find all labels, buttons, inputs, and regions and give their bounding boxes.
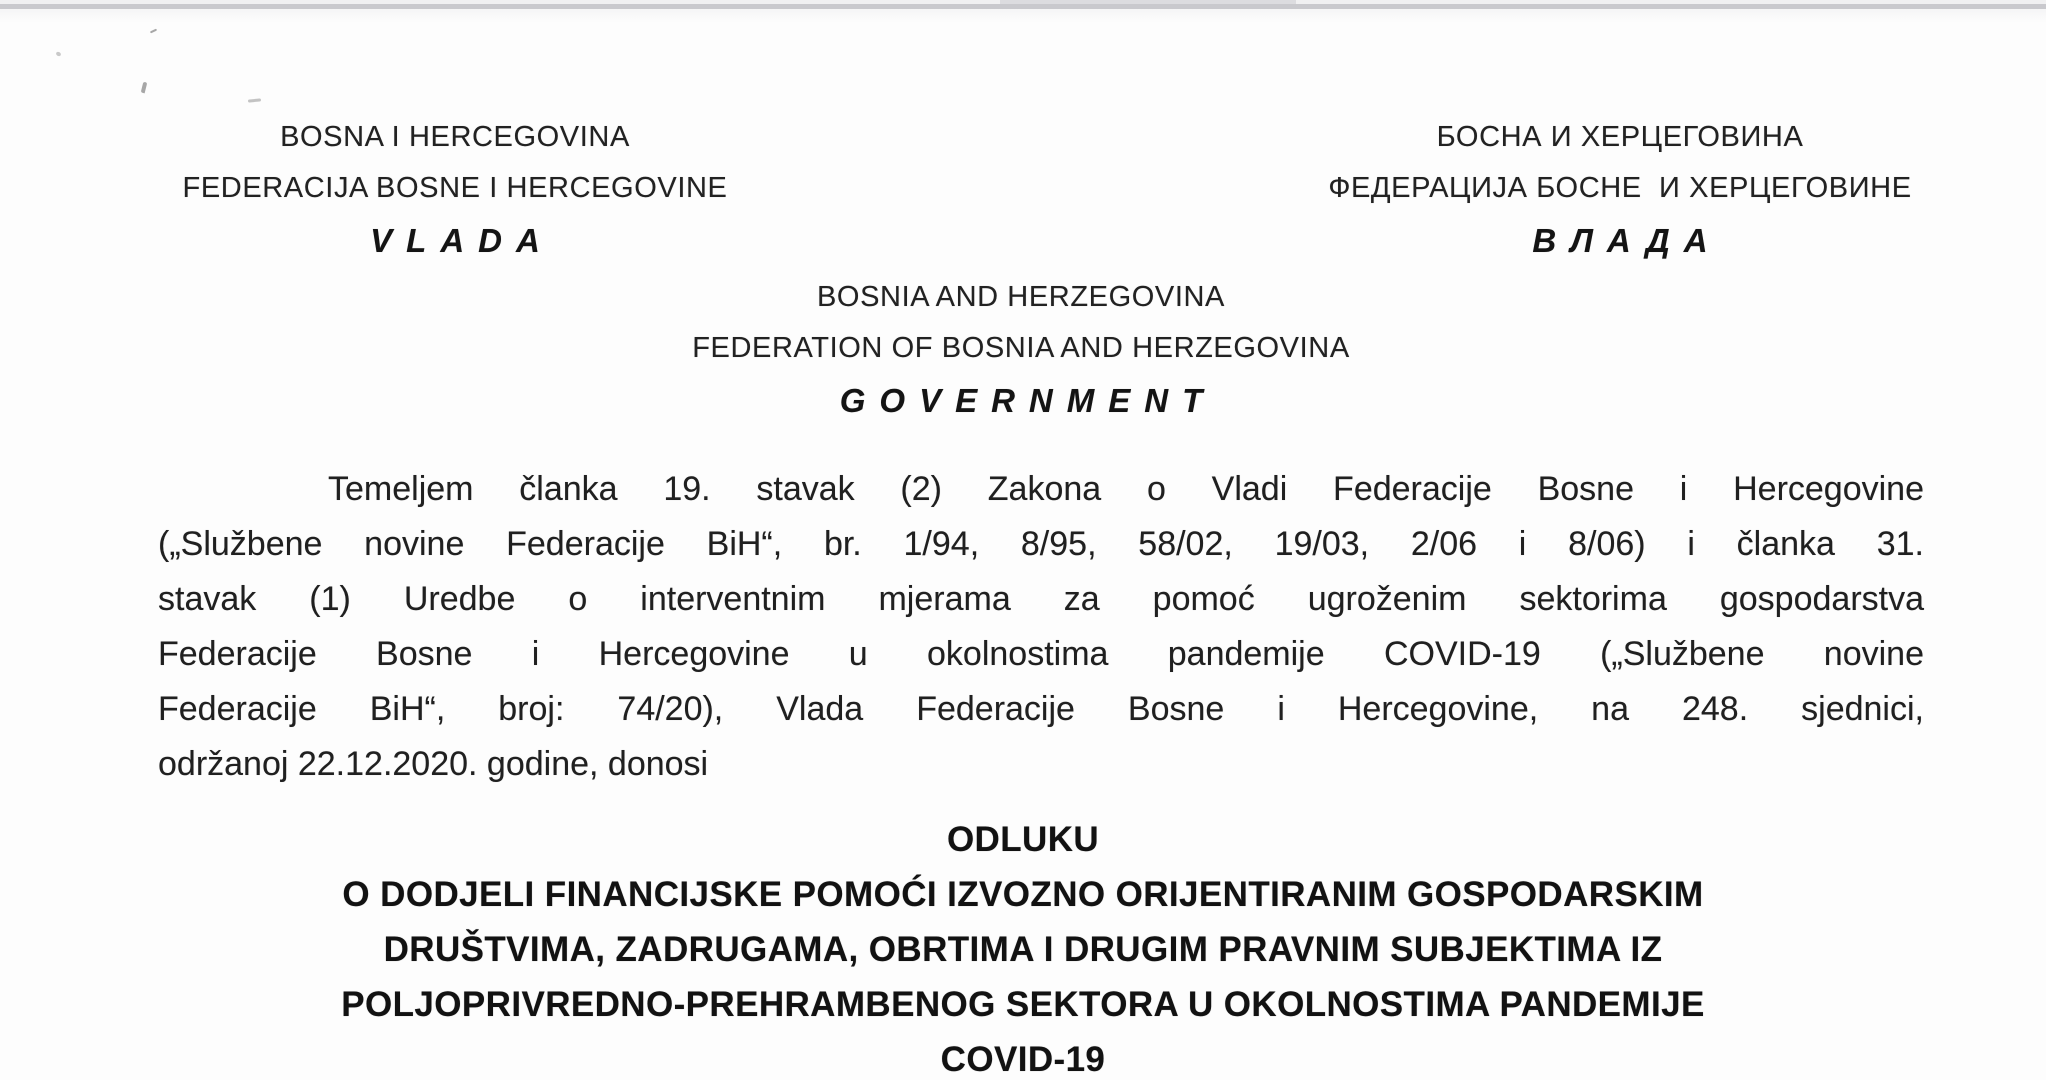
preamble-line: Federacije BiH“, broj: 74/20), Vlada Federacije Bosne i Hercegovine, na 248. sjednici,	[158, 690, 1924, 728]
decision-title-line: POLJOPRIVREDNO-PREHRAMBENOG SEKTORA U OKOLNOSTIMA PANDEMIJE	[341, 985, 1705, 1024]
scan-speck	[150, 29, 157, 34]
preamble-line: održanoj 22.12.2020. godine, donosi	[158, 745, 709, 783]
letterhead-cyrillic-government: ВЛАДА	[1532, 222, 1722, 259]
letterhead-english-country: BOSNIA AND HERZEGOVINA	[816, 281, 1225, 313]
decision-act-word: ODLUKU	[946, 820, 1100, 859]
decision-title	[110, 812, 1936, 1080]
decision-title-line: DRUŠTVIMA, ZADRUGAMA, OBRTIMA I DRUGIM PRAVNIM SUBJEKTIMA IZ	[383, 930, 1663, 969]
letterhead-english	[618, 272, 1424, 427]
decision-title-line: COVID-19	[940, 1040, 1106, 1079]
letterhead-bosnian-country: BOSNA I HERCEGOVINA	[280, 121, 630, 153]
preamble-line: Federacije Bosne i Hercegovine u okolnostima pandemije COVID-19 („Službene novine	[158, 635, 1924, 673]
scan-speck	[248, 98, 261, 102]
letterhead-bosnian-entity: FEDERACIJA BOSNE I HERCEGOVINE	[182, 172, 728, 204]
preamble-paragraph	[158, 462, 1924, 792]
letterhead-english-government: GOVERNMENT	[839, 382, 1217, 419]
letterhead-cyrillic-entity: ФЕДЕРАЦИЈА БОСНЕ И ХЕРЦЕГОВИНЕ	[1328, 172, 1912, 204]
letterhead-cyrillic	[1252, 112, 1988, 267]
preamble-line: Temeljem članka 19. stavak (2) Zakona o Vladi Federacije Bosne i Hercegovine	[328, 470, 1924, 508]
letterhead-english-entity: FEDERATION OF BOSNIA AND HERZEGOVINA	[692, 332, 1350, 364]
scan-edge-fade	[0, 9, 2046, 23]
letterhead-bosnian-government: VLADA	[370, 222, 554, 259]
scan-speck	[141, 82, 148, 94]
decision-title-line: O DODJELI FINANCIJSKE POMOĆI IZVOZNO ORIJENTIRANIM GOSPODARSKIM	[342, 875, 1704, 914]
letterhead-cyrillic-country: БОСНА И ХЕРЦЕГОВИНА	[1436, 121, 1804, 153]
preamble-line: („Službene novine Federacije BiH“, br. 1/94, 8/95, 58/02, 19/03, 2/06 i 8/06) i članka 31.	[158, 525, 1924, 563]
letterhead-bosnian	[128, 112, 782, 267]
preamble-line: stavak (1) Uredbe o interventnim mjerama za pomoć ugroženim sektorima gospodarstva	[158, 580, 1924, 618]
scan-speck	[55, 51, 61, 57]
